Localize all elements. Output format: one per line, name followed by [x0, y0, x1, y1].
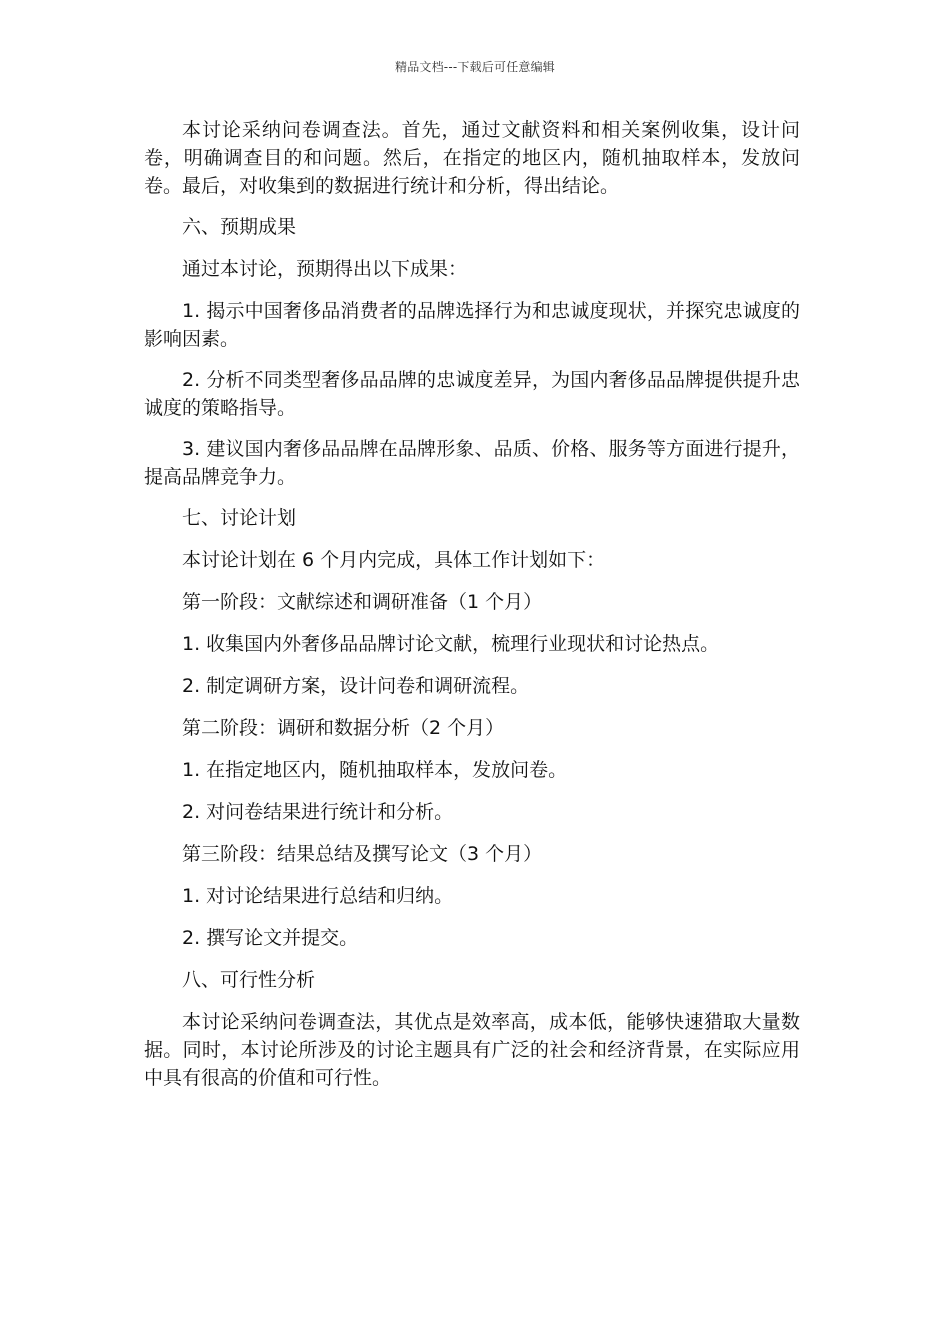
paragraph-results-intro: 通过本讨论，预期得出以下成果： [182, 258, 468, 280]
section-heading-expected-results: 六、预期成果 [182, 216, 297, 238]
list-item-phase2-1: 1. 在指定地区内，随机抽取样本，发放问卷。 [182, 759, 568, 781]
list-item-phase3-2: 2. 撰写论文并提交。 [182, 927, 359, 949]
paragraph-plan-intro: 本讨论计划在 6 个月内完成，具体工作计划如下： [182, 549, 606, 571]
paragraph-method: 本讨论采纳问卷调查法。首先，通过文献资料和相关案例收集，设计问卷，明确调查目的和问题。然后，在指定的地区内，随机抽取样本，发放问卷。最后，对收集到的数据进行统计和分析，得出结论。 [144, 119, 800, 197]
phase-heading-2: 第二阶段：调研和数据分析（2 个月） [182, 717, 505, 739]
list-item-phase1-1: 1. 收集国内外奢侈品品牌讨论文献，梳理行业现状和讨论热点。 [182, 633, 720, 655]
phase-heading-1: 第一阶段：文献综述和调研准备（1 个月） [182, 591, 543, 613]
paragraph-feasibility: 本讨论采纳问卷调查法，其优点是效率高，成本低，能够快速猎取大量数据。同时，本讨论所涉及的讨论主题具有广泛的社会和经济背景，在实际应用中具有很高的价值和可行性。 [144, 1011, 800, 1089]
document-body [144, 116, 800, 1105]
phase-heading-3: 第三阶段：结果总结及撰写论文（3 个月） [182, 843, 543, 865]
page-header: 精品文档---下载后可任意编辑 [395, 60, 555, 74]
section-heading-feasibility: 八、可行性分析 [182, 969, 316, 991]
list-item-phase2-2: 2. 对问卷结果进行统计和分析。 [182, 801, 454, 823]
section-heading-research-plan: 七、讨论计划 [182, 507, 297, 529]
list-item-phase1-2: 2. 制定调研方案，设计问卷和调研流程。 [182, 675, 530, 697]
list-item-result-3: 3. 建议国内奢侈品品牌在品牌形象、品质、价格、服务等方面进行提升，提高品牌竞争力。 [144, 438, 800, 488]
list-item-phase3-1: 1. 对讨论结果进行总结和归纳。 [182, 885, 454, 907]
list-item-result-2: 2. 分析不同类型奢侈品品牌的忠诚度差异，为国内奢侈品品牌提供提升忠诚度的策略指导。 [144, 369, 800, 419]
list-item-result-1: 1. 揭示中国奢侈品消费者的品牌选择行为和忠诚度现状，并探究忠诚度的影响因素。 [144, 300, 800, 350]
